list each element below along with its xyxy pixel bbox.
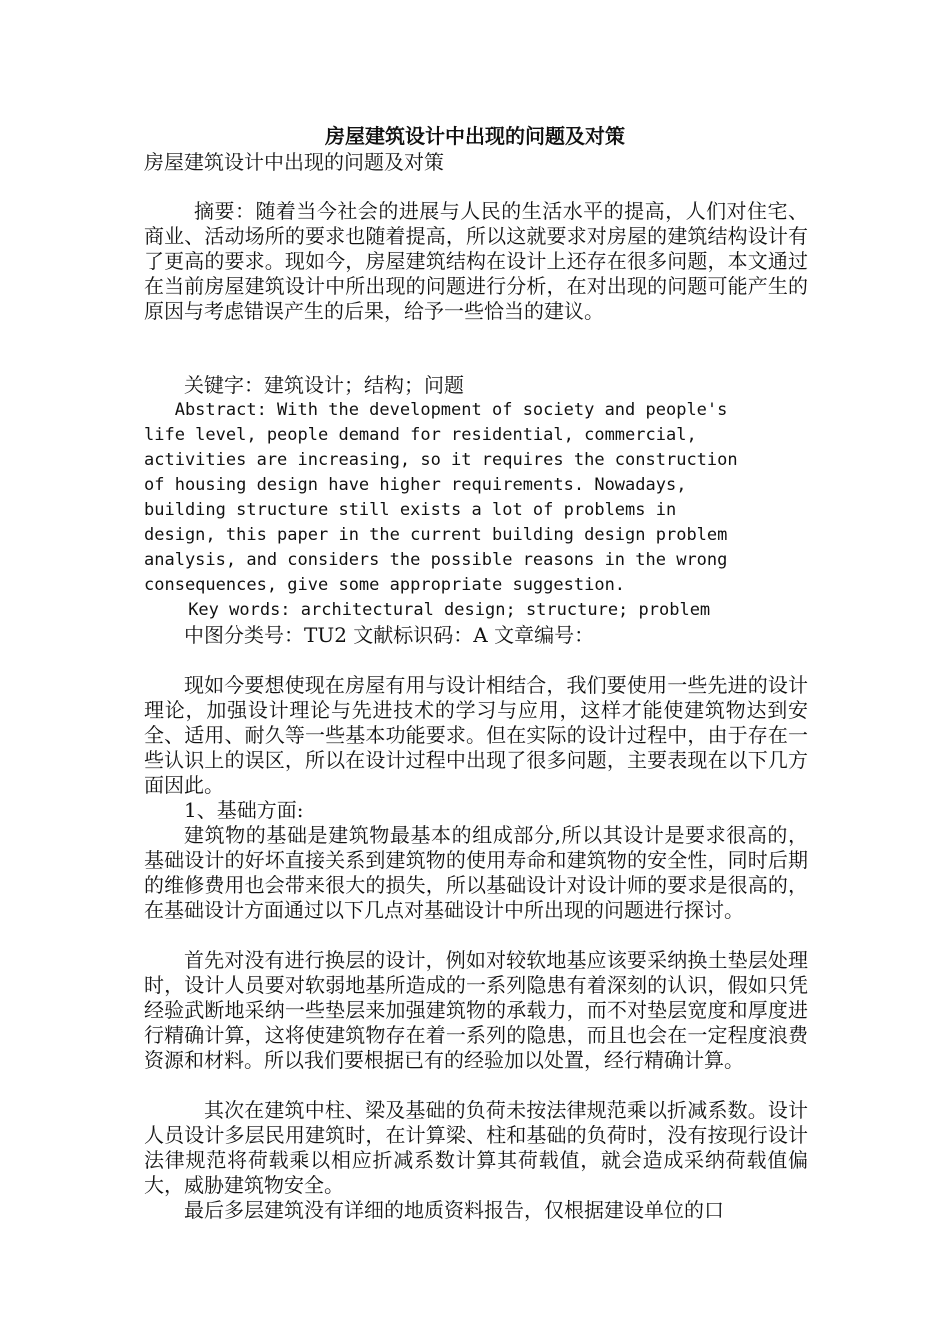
- keywords-en: Key words: architectural design; structure; problem: [188, 600, 711, 620]
- keywords-cn: 关键字：建筑设计；结构；问题: [184, 373, 464, 397]
- document-subtitle: 房屋建筑设计中出现的问题及对策: [144, 150, 444, 174]
- document-title: 房屋建筑设计中出现的问题及对策: [325, 124, 625, 148]
- abstract-en-line: life level, people demand for residential, commercial,: [144, 425, 697, 445]
- section-paragraph-1: 建筑物的基础是建筑物最基本的组成部分,所以其设计是要求很高的，基础设计的好坏直接关系到建筑物的使用寿命和建筑物的安全性，同时后期的维修费用也会带来很大的损失，所以基础设计对设计师的要求是很高的，在基础设计方面通过以下几点对基础设计中所出现的问题进行探讨。: [144, 823, 808, 922]
- intro-paragraph: 现如今要想使现在房屋有用与设计相结合，我们要使用一些先进的设计理论，加强设计理论与先进技术的学习与应用，这样才能使建筑物达到安全、适用、耐久等一些基本功能要求。但在实际的设计过程中，由于存在一些认识上的误区，所以在设计过程中出现了很多问题，主要表现在以下几方面因此。: [144, 673, 808, 797]
- abstract-en-line: Abstract: With the development of society and people's: [144, 400, 728, 420]
- section-heading: 1、基础方面:: [184, 798, 304, 822]
- abstract-en-line: consequences, give some appropriate suggestion.: [144, 575, 626, 595]
- abstract-cn: 摘要：随着当今社会的进展与人民的生活水平的提高，人们对住宅、商业、活动场所的要求也随着提高，所以这就要求对房屋的建筑结构设计有了更高的要求。现如今，房屋建筑结构在设计上还存在很多问题，本文通过在当前房屋建筑设计中所出现的问题进行分析，在对出现的问题可能产生的原因与考虑错误产生的后果，给予一些恰当的建议。: [144, 199, 808, 323]
- section-paragraph-2: 首先对没有进行换层的设计，例如对较软地基应该要采纳换土垫层处理时，设计人员要对软弱地基所造成的一系列隐患有着深刻的认识，假如只凭经验武断地采纳一些垫层来加强建筑物的承载力，而不对垫层宽度和厚度进行精确计算，这将使建筑物存在着一系列的隐患，而且也会在一定程度浪费资源和材料。所以我们要根据已有的经验加以处置，经行精确计算。: [144, 948, 808, 1072]
- abstract-en-line: of housing design have higher requirements. Nowadays,: [144, 475, 687, 495]
- abstract-en-line: design, this paper in the current building design problem: [144, 525, 728, 545]
- abstract-en-line: building structure still exists a lot of problems in: [144, 500, 677, 520]
- abstract-en-line: activities are increasing, so it requires the construction: [144, 450, 738, 470]
- abstract-en: [144, 398, 808, 598]
- section-paragraph-4: 最后多层建筑没有详细的地质资料报告，仅根据建设单位的口: [184, 1198, 724, 1222]
- abstract-en-line: analysis, and considers the possible reasons in the wrong: [144, 550, 728, 570]
- section-paragraph-3: 其次在建筑中柱、梁及基础的负荷未按法律规范乘以折减系数。设计人员设计多层民用建筑时，在计算梁、柱和基础的负荷时，没有按现行设计法律规范将荷载乘以相应折减系数计算其荷载值，就会造成采纳荷载值偏大，威胁建筑物安全。: [144, 1098, 808, 1197]
- classification-line: 中图分类号：TU2 文献标识码：A 文章编号：: [184, 623, 595, 647]
